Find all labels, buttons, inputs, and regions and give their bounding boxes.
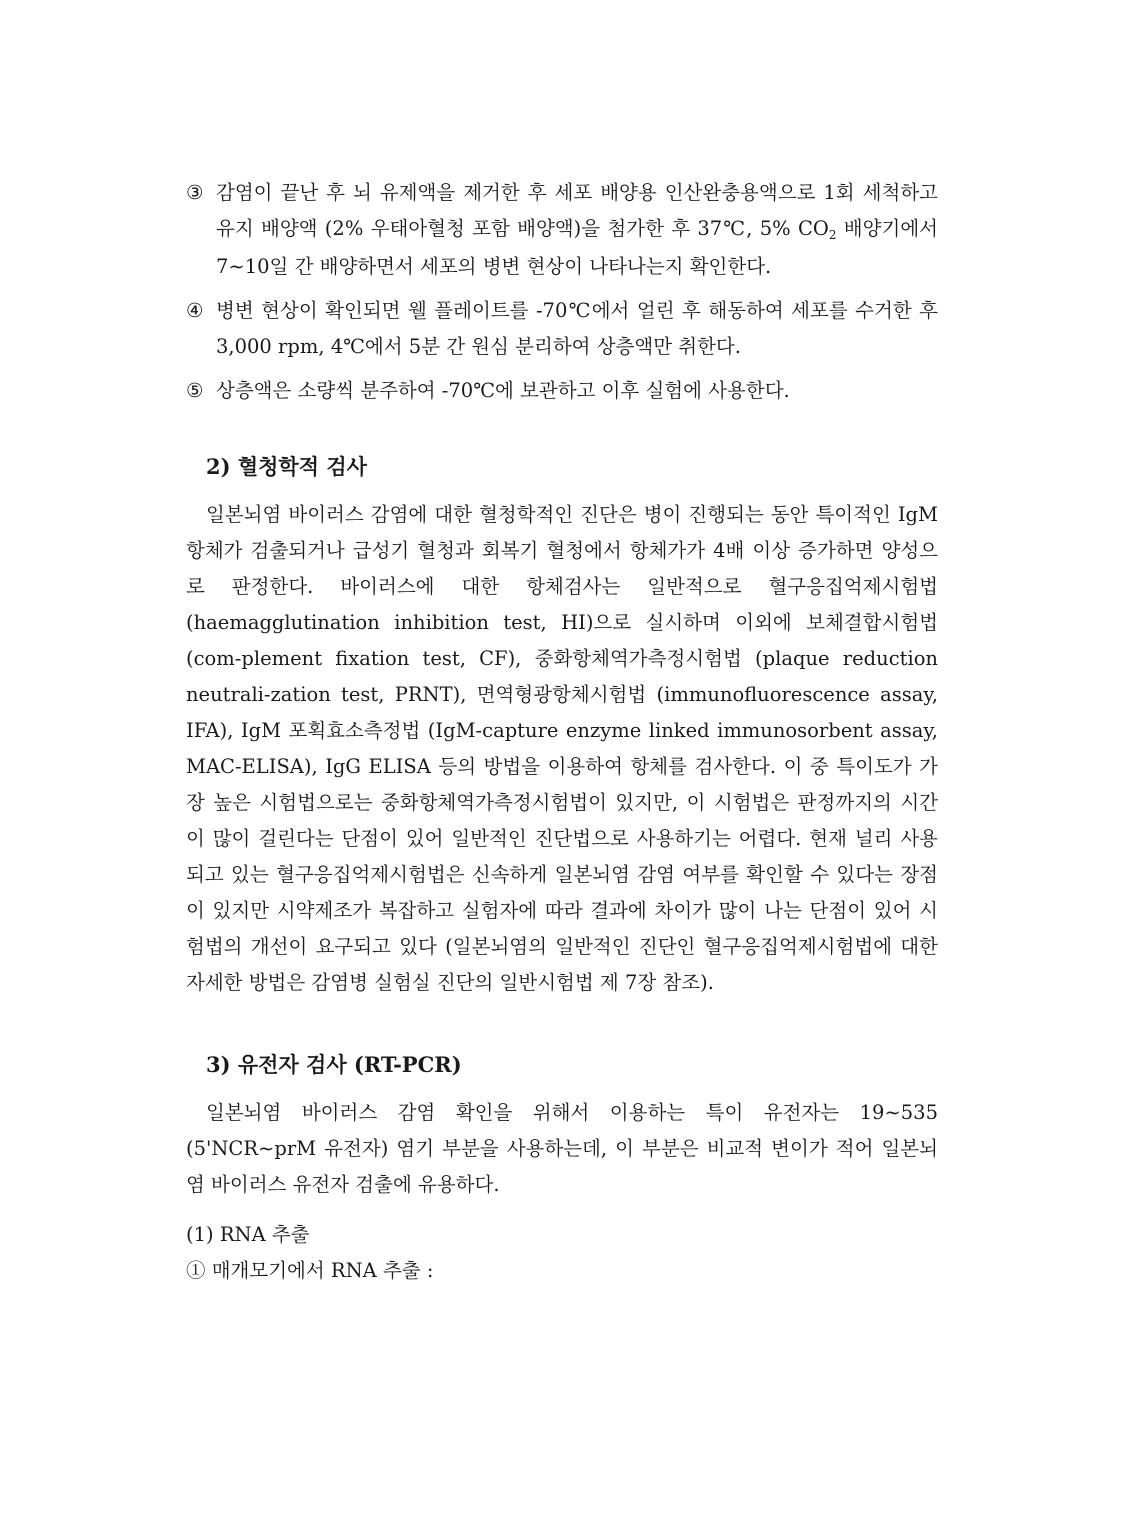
document-page — [186, 175, 938, 1289]
step-mosquito-rna: ① 매개모기에서 RNA 추출 : — [186, 1259, 434, 1282]
step-number: ⑤ — [186, 379, 204, 402]
subheading-rna-extraction: (1) RNA 추출 — [186, 1223, 310, 1246]
serology-paragraph: 일본뇌염 바이러스 감염에 대한 혈청학적인 진단은 병이 진행되는 동안 특이적인 IgM 항체가 검출되거나 급성기 혈청과 회복기 혈청에서 항체가가 4배 이상 증가하면 양성으로 판정한다. 바이러스에 대한 항체검사는 일반적으로 혈구응집억제시험법 (haemagglutination inhibition test, HI)으로 실시하며 이외에 보체결합시험법 (com-plement fixation test, CF), 중화항체역가측정시험법 (plaque reduction neutrali-zation test, PRNT), 면역형광항체시험법 (immunofluorescence assay, IFA), IgM 포획효소측정법 (IgM-capture enzyme linked immunosorbent assay, MAC-ELISA), IgG ELISA 등의 방법을 이용하여 항체를 검사한다. 이 중 특이도가 가장 높은 시험법으로는 중화항체역가측정시험법이 있지만, 이 시험법은 판정까지의 시간이 많이 걸린다는 단점이 있어 일반적인 진단법으로 사용하기는 어렵다. 현재 널리 사용되고 있는 혈구응집억제시험법은 신속하게 일본뇌염 감염 여부를 확인할 수 있다는 장점이 있지만 시약제조가 복잡하고 실험자에 따라 결과에 차이가 많이 나는 단점이 있어 시험법의 개선이 요구되고 있다 (일본뇌염의 일반적인 진단인 혈구응집억제시험법에 대한 자세한 방법은 감염병 실험실 진단의 일반시험법 제 7장 참조). — [186, 503, 938, 994]
section-heading-serology: 2) 혈청학적 검사 — [206, 454, 367, 479]
subscript: 2 — [828, 228, 837, 242]
step-5 — [186, 373, 938, 409]
genetic-paragraph: 일본뇌염 바이러스 감염 확인을 위해서 이용하는 특이 유전자는 19∼535 (5'NCR∼prM 유전자) 염기 부분을 사용하는데, 이 부분은 비교적 변이가 적어 일본뇌염 바이러스 유전자 검출에 유용하다. — [186, 1101, 938, 1196]
step-text: 병변 현상이 확인되면 웰 플레이트를 -70℃에서 얼린 후 해동하여 세포를 수거한 후 3,000 rpm, 4℃에서 5분 간 원심 분리하여 상층액만 취한다. — [216, 299, 938, 358]
step-3 — [186, 175, 938, 285]
step-number: ④ — [186, 299, 204, 322]
step-text-cont: 배양기에서 7∼10일 간 배양하면서 세포의 병변 현상이 나타나는지 확인한다. — [216, 217, 938, 278]
step-text: 상층액은 소량씩 분주하여 -70℃에 보관하고 이후 실험에 사용한다. — [216, 379, 790, 402]
step-text: 감염이 끝난 후 뇌 유제액을 제거한 후 세포 배양용 인산완충용액으로 1회 세척하고 유지 배양액 (2% 우태아혈청 포함 배양액)을 첨가한 후 37℃, 5% CO — [216, 181, 938, 240]
step-number: ③ — [186, 181, 204, 204]
section-heading-genetic: 3) 유전자 검사 (RT-PCR) — [206, 1052, 462, 1077]
step-4 — [186, 293, 938, 365]
